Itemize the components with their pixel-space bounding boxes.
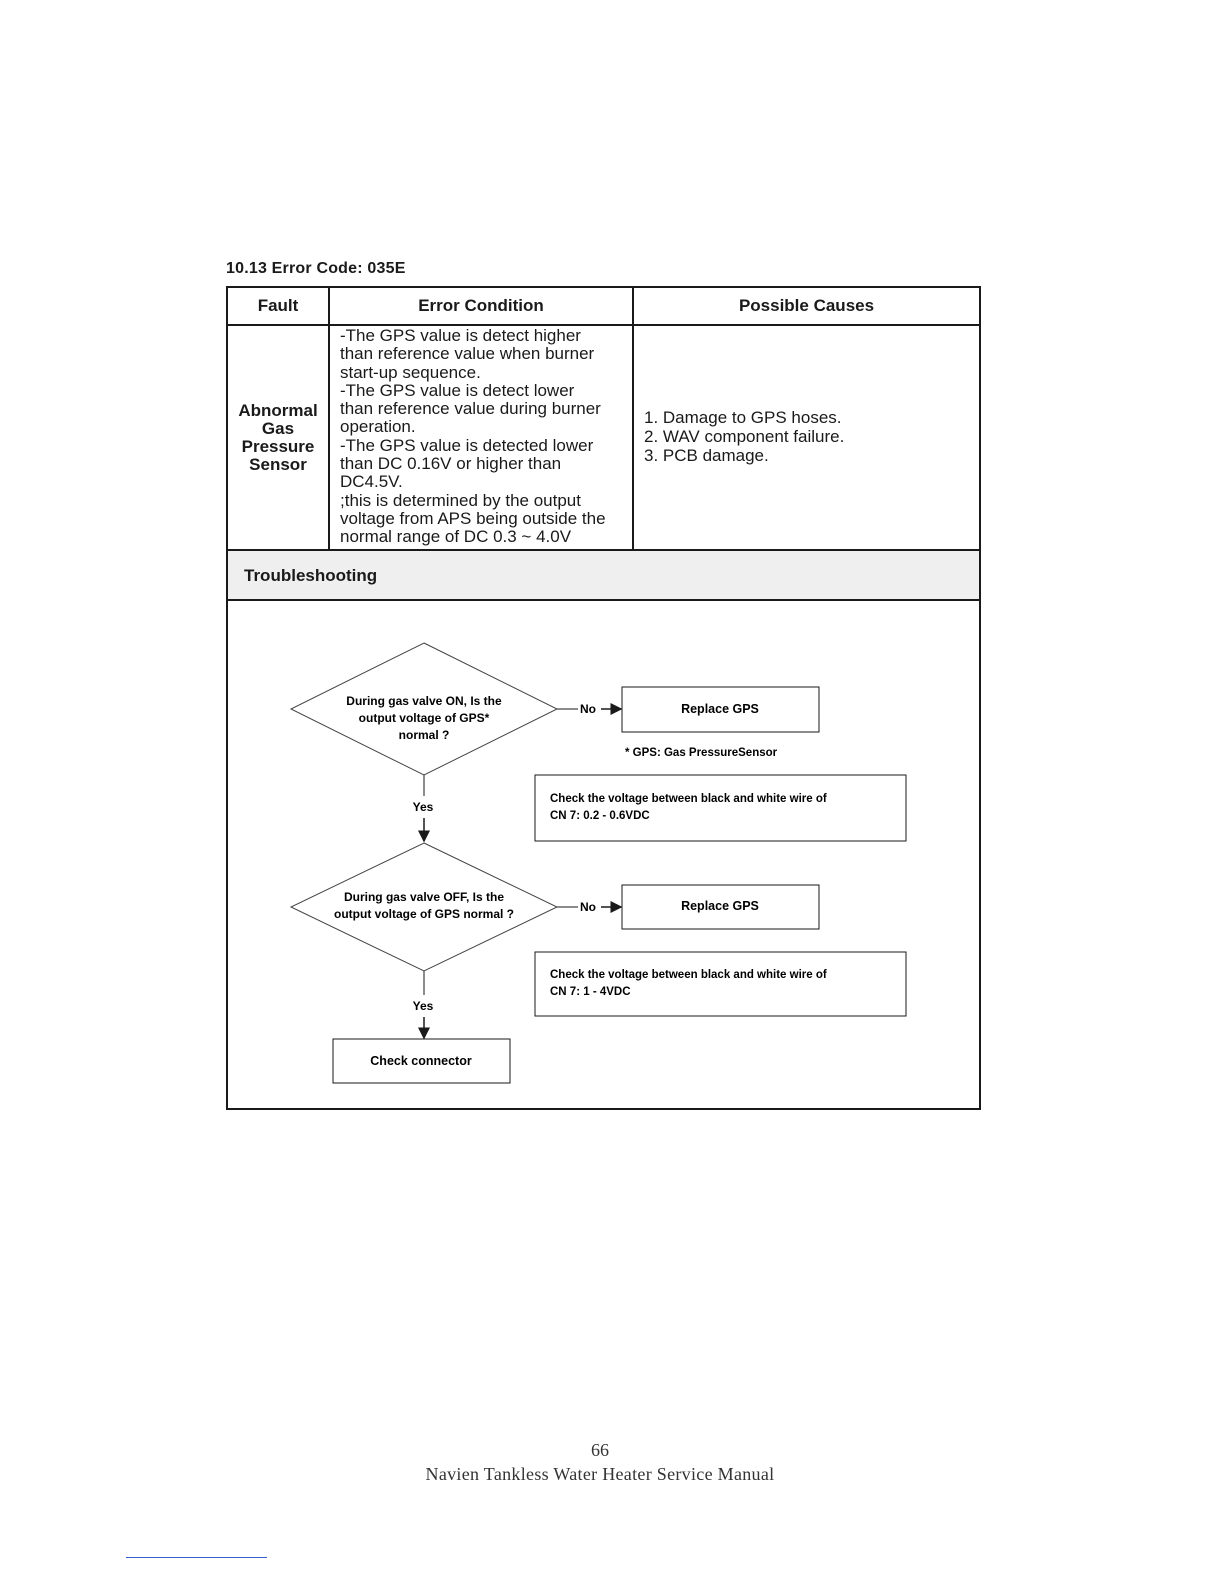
condition-line: operation. [340, 417, 416, 437]
cause-item: 1. Damage to GPS hoses. [644, 408, 842, 427]
no-label-2: No [580, 900, 596, 914]
page-number: 66 [591, 1440, 609, 1460]
condition-line: normal range of DC 0.3 ~ 4.0V [340, 527, 572, 547]
note-2-line: Check the voltage between black and white wire of [550, 969, 827, 981]
footnote-gps: * GPS: Gas PressureSensor [625, 747, 778, 759]
fault-line: Gas [261, 418, 295, 438]
section-heading: 10.13 Error Code: 035E [226, 260, 406, 277]
condition-line: than reference value during burner [340, 399, 601, 419]
decision-1-line: output voltage of GPS* [358, 711, 490, 725]
note-1-line: CN 7: 0.2 - 0.6VDC [550, 810, 650, 822]
header-fault: Fault [228, 288, 330, 326]
action-1-label: Replace GPS [681, 702, 759, 716]
condition-line: than reference value when burner [340, 344, 595, 364]
condition-line: DC4.5V. [340, 472, 403, 492]
yes-label-1: Yes [412, 800, 434, 814]
note-1-line: Check the voltage between black and white wire of [550, 793, 827, 805]
decision-1-line: During gas valve ON, Is the [346, 694, 502, 708]
fault-line: Sensor [249, 454, 307, 474]
final-action-label: Check connector [370, 1054, 472, 1068]
condition-line: ;this is determined by the output [340, 490, 581, 510]
note-box-2 [535, 952, 906, 1016]
yes-label-2: Yes [412, 999, 434, 1013]
troubleshooting-label: Troubleshooting [244, 566, 378, 585]
condition-line: start-up sequence. [340, 362, 481, 382]
condition-line: than DC 0.16V or higher than [340, 454, 562, 474]
condition-line: -The GPS value is detected lower [340, 435, 594, 455]
fault-line: Abnormal [238, 400, 318, 420]
cause-item: 2. WAV component failure. [644, 427, 845, 446]
header-possible-causes: Possible Causes [634, 288, 979, 326]
header-error-condition: Error Condition [330, 288, 634, 326]
fault-line: Pressure [241, 436, 315, 456]
document-footer: Navien Tankless Water Heater Service Manual [425, 1464, 775, 1484]
condition-line: -The GPS value is detect lower [340, 380, 575, 400]
no-label-1: No [580, 702, 596, 716]
note-box-1 [535, 775, 906, 841]
bottom-rule [126, 1557, 267, 1558]
condition-line: voltage from APS being outside the [340, 508, 606, 528]
decision-1-line: normal ? [398, 728, 450, 742]
action-2-label: Replace GPS [681, 899, 759, 913]
note-2-line: CN 7: 1 - 4VDC [550, 986, 631, 998]
decision-2-line: During gas valve OFF, Is the [343, 890, 505, 904]
cause-item: 3. PCB damage. [644, 446, 769, 465]
condition-line: -The GPS value is detect higher [340, 326, 581, 345]
decision-diamond-1 [291, 643, 557, 775]
decision-2-line: output voltage of GPS normal ? [334, 907, 514, 921]
